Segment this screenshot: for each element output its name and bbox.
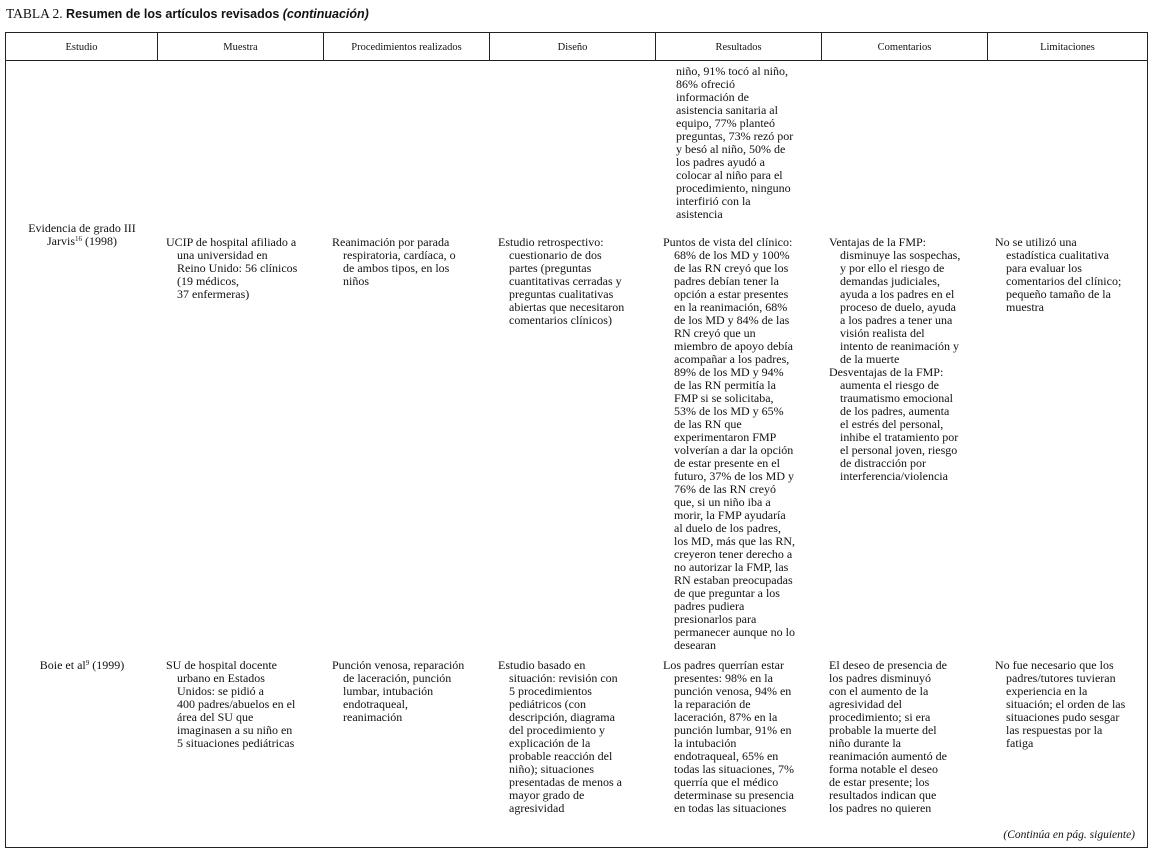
- cell-line: agresividad del: [829, 697, 902, 711]
- cell-line: del procedimiento y: [509, 723, 605, 737]
- cell-line: demandas judiciales,: [840, 274, 940, 288]
- cell-line: agresividad: [509, 801, 565, 815]
- cell-line: una universidad en: [177, 248, 268, 262]
- caption-prefix: TABLA 2.: [6, 6, 63, 21]
- cell-line: presentes: 98% en la: [674, 671, 773, 685]
- row2-year: (1999): [89, 658, 125, 672]
- cell-line: abiertas que necesitaron: [509, 300, 625, 314]
- cell-line: muestra: [1006, 300, 1044, 314]
- cell-line: permanecer aunque no lo: [674, 625, 795, 639]
- cell-line: niño durante la: [829, 736, 901, 750]
- cell-line: UCIP de hospital afiliado a: [166, 235, 297, 249]
- cell-line: miembro de apoyo debía: [674, 339, 793, 353]
- cell-line: 76% de las RN creyó: [674, 482, 776, 496]
- cell-line: de estar presente en el: [674, 456, 780, 470]
- cell-line: Reanimación por parada: [332, 235, 450, 249]
- cell-line: No se utilizó una: [995, 235, 1077, 249]
- header-limitaciones: Limitaciones: [1040, 42, 1095, 53]
- cell-line: estadística cualitativa: [1006, 248, 1109, 262]
- row2-resultados: [663, 659, 794, 815]
- cell-line: Ventajas de la FMP:: [829, 235, 926, 249]
- cell-line: niños: [343, 274, 370, 288]
- cell-line: RN creyó que un: [674, 326, 756, 340]
- cell-line: lumbar, intubación: [343, 684, 434, 698]
- cell-line: los padres disminuyó: [829, 671, 931, 685]
- cell-line: 400 padres/abuelos en el: [177, 697, 296, 711]
- cell-line: reanimación aumentó de: [829, 749, 947, 763]
- cell-line: Estudio retrospectivo:: [498, 235, 604, 249]
- header-estudio: Estudio: [6, 33, 158, 60]
- row1-study-name: [6, 235, 158, 248]
- row1-ref: 16: [75, 235, 82, 243]
- cell-line: todas las situaciones, 7%: [674, 762, 794, 776]
- row1-resultados: [663, 236, 795, 652]
- cell-line: desearan: [674, 638, 716, 652]
- cell-line: futuro, 37% de los MD y: [674, 469, 794, 483]
- caption-continuation: (continuación): [282, 7, 369, 21]
- cell-line: y por ello el riesgo de: [840, 261, 945, 275]
- cell-line: situaciones pudo sesgar: [1006, 710, 1120, 724]
- row2-procedimientos: [332, 659, 464, 724]
- continue-note: (Continúa en pág. siguiente): [1003, 829, 1135, 841]
- cell-line: inhibe el tratamiento por: [840, 430, 959, 444]
- cell-line: niño); situaciones: [509, 762, 594, 776]
- cell-line: mayor grado de: [509, 788, 585, 802]
- cell-line: asistencia: [676, 207, 723, 221]
- top-continuation-resultados: [676, 65, 793, 221]
- header-muestra: Muestra: [158, 33, 324, 60]
- cell-line: explicación de la: [509, 736, 591, 750]
- row2-estudio: [6, 659, 158, 672]
- cell-line: situación; el orden de las: [1006, 697, 1126, 711]
- table-caption: [6, 6, 369, 22]
- header-diseno: Diseño: [490, 33, 656, 60]
- cell-line: pequeño tamaño de la: [1006, 287, 1111, 301]
- header-resultados: Resultados: [656, 33, 822, 60]
- cell-line: información de: [676, 90, 749, 104]
- cell-line: de los padres, aumenta: [840, 404, 950, 418]
- cell-line: los padres no quieren: [829, 801, 932, 815]
- cell-line: 5 situaciones pediátricas: [177, 736, 295, 750]
- cell-line: experimentaron FMP: [674, 430, 777, 444]
- cell-line: Desventajas de la FMP:: [829, 365, 944, 379]
- cell-line: laceración, 87% en la: [674, 710, 778, 724]
- header-procedimientos: Procedimientos realizados: [324, 33, 490, 60]
- cell-line: creyeron tener derecho a: [674, 547, 793, 561]
- cell-line: y besó al niño, 50% de: [676, 142, 786, 156]
- row2-comentarios: [829, 659, 947, 815]
- cell-line: determinase su presencia: [674, 788, 794, 802]
- cell-line: acompañar a los padres,: [674, 352, 790, 366]
- row2-diseno: [498, 659, 622, 815]
- cell-line: El deseo de presencia de: [829, 658, 947, 672]
- cell-line: ayuda a los padres en el: [840, 287, 955, 301]
- row1-muestra: [166, 236, 297, 301]
- cell-line: de las RN que: [674, 417, 742, 431]
- cell-line: en todas las situaciones: [674, 801, 787, 815]
- row1-limitaciones: [995, 236, 1121, 314]
- cell-line: las respuestas por la: [1006, 723, 1103, 737]
- cell-line: que, si un niño iba a: [674, 495, 771, 509]
- cell-line: de laceración, punción: [343, 671, 452, 685]
- cell-line: el estrés del personal,: [840, 417, 944, 431]
- cell-line: interferencia/violencia: [840, 469, 948, 483]
- cell-line: fatiga: [1006, 736, 1034, 750]
- cell-line: los padres ayudó a: [676, 155, 765, 169]
- cell-line: Unidos: se pidió a: [177, 684, 264, 698]
- row1-year: (1998): [82, 234, 117, 248]
- cell-line: la intubación: [674, 736, 737, 750]
- cell-line: 37 enfermeras): [177, 287, 250, 301]
- cell-line: área del SU que: [177, 710, 254, 724]
- cell-line: procedimiento, ninguno: [676, 181, 791, 195]
- cell-line: equipo, 77% planteó: [676, 116, 775, 130]
- cell-line: partes (preguntas: [509, 261, 592, 275]
- cell-line: punción venosa, 94% en: [674, 684, 792, 698]
- cell-line: interfirió con la: [676, 194, 751, 208]
- cell-line: Puntos de vista del clínico:: [663, 235, 793, 249]
- row1-comentarios: [829, 236, 960, 483]
- cell-line: de los MD y 84% de las: [674, 313, 790, 327]
- cell-line: endotraqueal, 65% en: [674, 749, 779, 763]
- cell-line: a los padres a tener una: [840, 313, 953, 327]
- cell-line: 89% de los MD y 94%: [674, 365, 784, 379]
- row2-muestra: [166, 659, 295, 750]
- cell-line: Los padres querrían estar: [663, 658, 784, 672]
- cell-line: Estudio basado en: [498, 658, 586, 672]
- cell-line: cuestionario de dos: [509, 248, 602, 262]
- row1-estudio: [6, 222, 158, 248]
- row2-author: Boie et al: [39, 658, 86, 672]
- cell-line: endotraqueal,: [343, 697, 408, 711]
- cell-line: FMP si se solicitaba,: [674, 391, 774, 405]
- cell-line: de que preguntar a los: [674, 586, 780, 600]
- cell-line: de las RN permitía la: [674, 378, 776, 392]
- cell-line: presionarlos para: [674, 612, 757, 626]
- cell-line: no autorizar la FMP, las: [674, 560, 789, 574]
- cell-line: niño, 91% tocó al niño,: [676, 64, 788, 78]
- cell-line: 86% ofreció: [676, 77, 735, 91]
- cell-line: los MD, más que las RN,: [674, 534, 795, 548]
- cell-line: 68% de los MD y 100%: [674, 248, 790, 262]
- cell-line: visión realista del: [840, 326, 925, 340]
- cell-line: padres pudiera: [674, 599, 745, 613]
- cell-line: de la muerte: [840, 352, 900, 366]
- cell-line: de ambos tipos, en los: [343, 261, 450, 275]
- cell-line: asistencia sanitaria al: [676, 103, 778, 117]
- cell-line: 53% de los MD y 65%: [674, 404, 784, 418]
- summary-table: [5, 32, 1148, 848]
- cell-line: padres/tutores tuvieran: [1006, 671, 1116, 685]
- cell-line: proceso de duelo, ayuda: [840, 300, 956, 314]
- cell-line: presentadas de menos a: [509, 775, 622, 789]
- cell-line: comentarios del clínico;: [1006, 274, 1122, 288]
- cell-line: con el aumento de la: [829, 684, 929, 698]
- cell-line: en la reanimación, 68%: [674, 300, 788, 314]
- cell-line: RN estaban preocupadas: [674, 573, 793, 587]
- cell-line: Punción venosa, reparación: [332, 658, 465, 672]
- cell-line: colocar al niño para el: [676, 168, 783, 182]
- cell-line: forma notable el deseo: [829, 762, 938, 776]
- cell-line: de distracción por: [840, 456, 926, 470]
- cell-line: pediátricos (con: [509, 697, 586, 711]
- cell-line: respiratoria, cardíaca, o: [343, 248, 456, 262]
- cell-line: (19 médicos,: [177, 274, 239, 288]
- cell-line: comentarios clínicos): [509, 313, 612, 327]
- cell-line: Reino Unido: 56 clínicos: [177, 261, 298, 275]
- cell-line: aumenta el riesgo de: [840, 378, 939, 392]
- cell-line: la reparación de: [674, 697, 751, 711]
- cell-line: preguntas cualitativas: [509, 287, 614, 301]
- row1-evidence-group: Evidencia de grado III: [28, 221, 136, 235]
- cell-line: de estar presente; los: [829, 775, 930, 789]
- row1-diseno: [498, 236, 624, 327]
- cell-line: querría que el médico: [674, 775, 779, 789]
- table-header-row: [6, 33, 1147, 61]
- cell-line: descripción, diagrama: [509, 710, 615, 724]
- cell-line: punción lumbar, 91% en: [674, 723, 792, 737]
- cell-line: de las RN creyó que los: [674, 261, 789, 275]
- cell-line: cuantitativas cerradas y: [509, 274, 622, 288]
- cell-line: resultados indican que: [829, 788, 937, 802]
- cell-line: volverían a dar la opción: [674, 443, 794, 457]
- cell-line: SU de hospital docente: [166, 658, 277, 672]
- cell-line: el personal joven, riesgo: [840, 443, 958, 457]
- cell-line: intento de reanimación y: [840, 339, 959, 353]
- cell-line: 5 procedimientos: [509, 684, 592, 698]
- cell-line: para evaluar los: [1006, 261, 1082, 275]
- row1-author: Jarvis: [47, 234, 75, 248]
- cell-line: disminuye las sospechas,: [840, 248, 961, 262]
- cell-line: al duelo de los padres,: [674, 521, 781, 535]
- cell-line: No fue necesario que los: [995, 658, 1114, 672]
- cell-line: urbano en Estados: [177, 671, 265, 685]
- row2-study-name: [6, 659, 158, 672]
- cell-line: reanimación: [343, 710, 403, 724]
- caption-title: Resumen de los artículos revisados: [66, 7, 280, 21]
- cell-line: experiencia en la: [1006, 684, 1088, 698]
- cell-line: morir, la FMP ayudaría: [674, 508, 786, 522]
- cell-line: opción a estar presentes: [674, 287, 789, 301]
- row2-limitaciones: [995, 659, 1125, 750]
- header-comentarios: Comentarios: [822, 33, 988, 60]
- row1-procedimientos: [332, 236, 456, 288]
- row2-ref: 9: [85, 659, 90, 667]
- cell-line: imaginasen a su niño en: [177, 723, 293, 737]
- cell-line: situación: revisión con: [509, 671, 618, 685]
- cell-line: procedimiento; si era: [829, 710, 931, 724]
- cell-line: padres debían tener la: [674, 274, 779, 288]
- cell-line: traumatismo emocional: [840, 391, 953, 405]
- cell-line: probable la muerte del: [829, 723, 937, 737]
- cell-line: preguntas, 73% rezó por: [676, 129, 794, 143]
- cell-line: probable reacción del: [509, 749, 613, 763]
